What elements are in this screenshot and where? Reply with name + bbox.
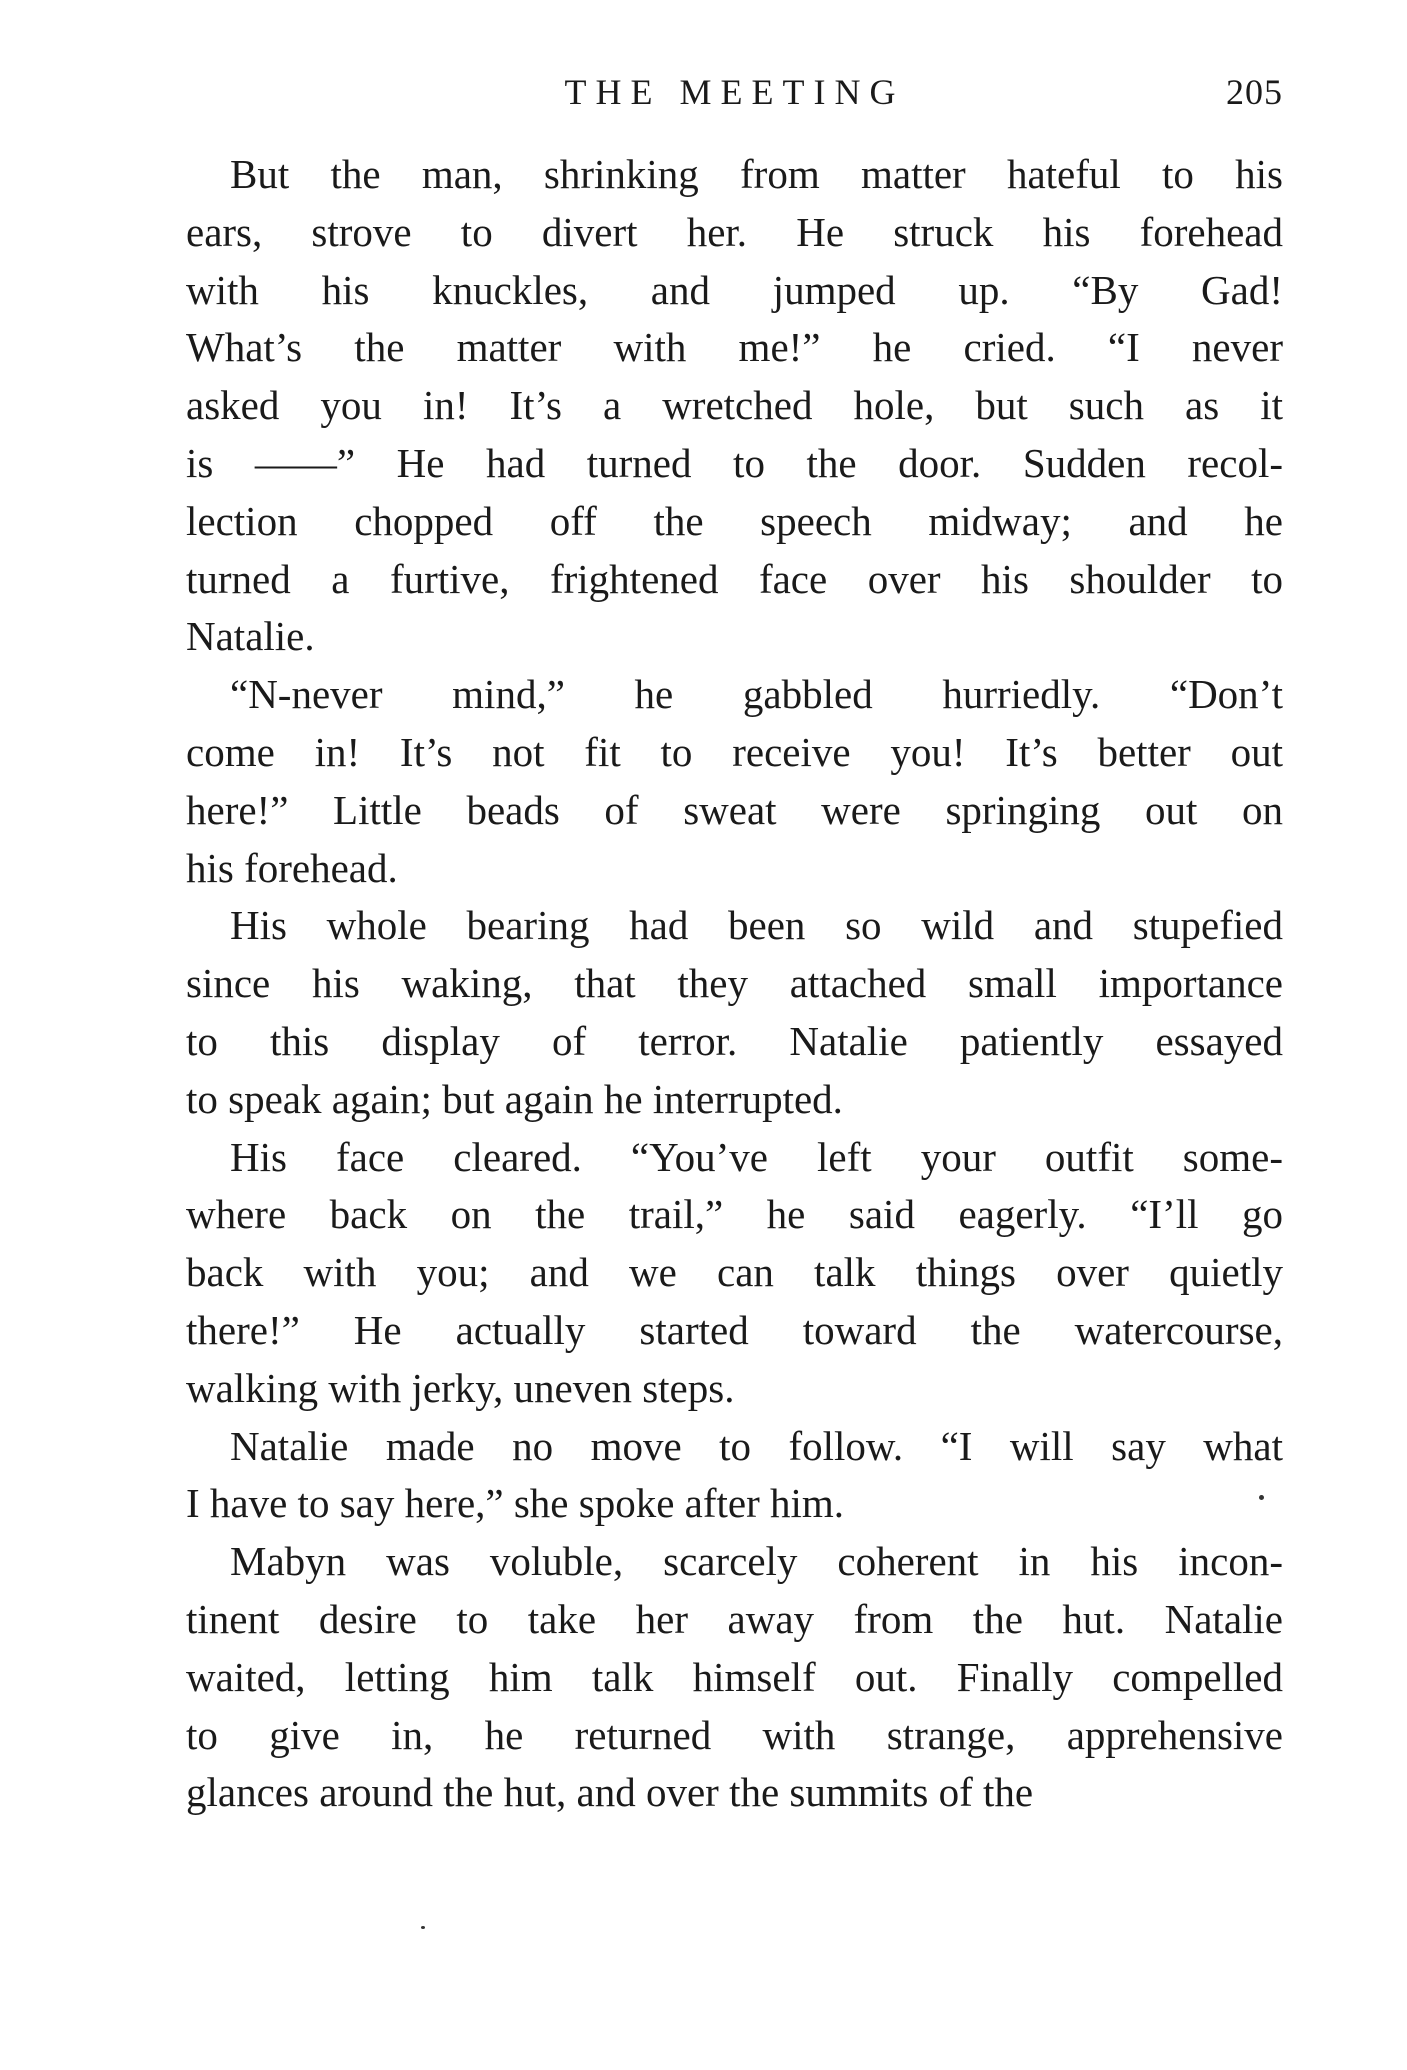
text-line: Natalie.: [186, 613, 315, 660]
page-number: 205: [1226, 72, 1283, 112]
text-line: glances around the hut, and over the summits of the: [186, 1769, 1034, 1816]
text-line: ears, strove to divert her. He struck his forehead: [186, 208, 1283, 255]
text-line: I have to say here,” she spoke after him.: [186, 1480, 845, 1527]
text-line: waited, letting him talk himself out. Finally compelled: [186, 1653, 1283, 1700]
text-line: lection chopped off the speech midway; and he: [186, 497, 1283, 544]
text-line: back with you; and we can talk things over quietly: [186, 1249, 1283, 1296]
running-title: THE MEETING: [564, 72, 905, 112]
text-line: is ——” He had turned to the door. Sudden recol-: [186, 439, 1283, 486]
paragraph: [186, 1129, 1283, 1418]
running-head: [186, 62, 1283, 122]
text-line: asked you in! It’s a wretched hole, but such as it: [186, 382, 1283, 429]
print-speck: [421, 1926, 425, 1929]
text-line: turned a furtive, frightened face over his shoulder to: [186, 555, 1283, 602]
text-line: tinent desire to take her away from the hut. Natalie: [186, 1595, 1283, 1642]
paragraph: [186, 666, 1283, 897]
text-line: there!” He actually started toward the watercourse,: [186, 1306, 1283, 1353]
text-line: where back on the trail,” he said eagerly. “I’ll go: [186, 1191, 1283, 1238]
paragraph: [186, 1418, 1283, 1534]
paragraph: [186, 146, 1283, 666]
text-line: here!” Little beads of sweat were springing out on: [186, 786, 1283, 833]
text-line: to give in, he returned with strange, apprehensive: [186, 1711, 1283, 1758]
paragraph: [186, 897, 1283, 1128]
text-line: since his waking, that they attached small importance: [186, 960, 1283, 1007]
text-line: “N-never mind,” he gabbled hurriedly. “Don’t: [230, 671, 1283, 718]
text-line: Mabyn was voluble, scarcely coherent in his incon-: [230, 1538, 1283, 1585]
text-line: with his knuckles, and jumped up. “By Gad!: [186, 266, 1283, 313]
text-line: Natalie made no move to follow. “I will say what: [230, 1422, 1283, 1469]
text-line: his forehead.: [186, 844, 398, 891]
text-line: His face cleared. “You’ve left your outfit some-: [230, 1133, 1283, 1180]
text-line: What’s the matter with me!” he cried. “I never: [186, 324, 1283, 371]
paragraph: [186, 1533, 1283, 1822]
print-speck: [1259, 1495, 1264, 1500]
text-line: come in! It’s not fit to receive you! It’s better out: [186, 728, 1283, 775]
text-line: But the man, shrinking from matter hateful to his: [230, 151, 1283, 197]
text-line: to speak again; but again he interrupted.: [186, 1075, 843, 1122]
text-line: walking with jerky, uneven steps.: [186, 1364, 735, 1411]
text-line: His whole bearing had been so wild and stupefied: [230, 902, 1283, 949]
text-line: to this display of terror. Natalie patiently essayed: [186, 1017, 1283, 1064]
body-text: [186, 146, 1283, 1822]
